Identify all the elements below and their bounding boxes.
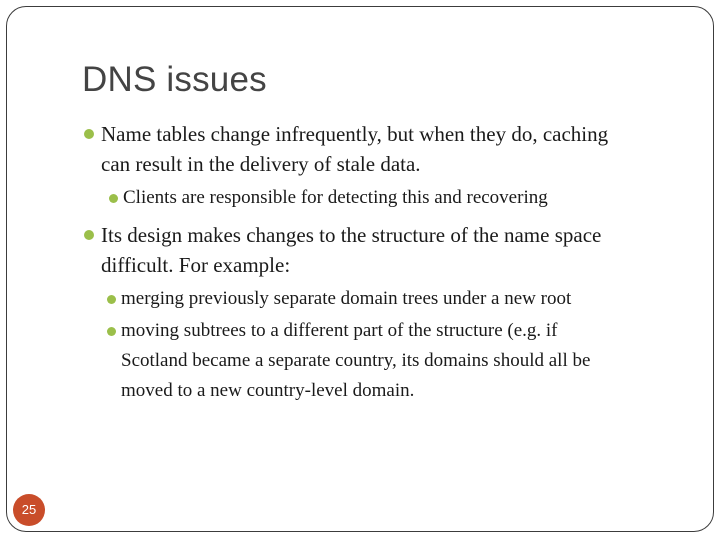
bullet-icon xyxy=(84,129,94,139)
sub-bullet-item xyxy=(121,316,590,406)
bullet-text-line: difficult. For example: xyxy=(101,253,291,277)
sub-bullet-item xyxy=(121,284,571,314)
bullet-icon xyxy=(84,230,94,240)
sub-bullet-text-line: moved to a new country-level domain. xyxy=(121,380,415,401)
sub-bullet-item xyxy=(123,183,548,213)
bullet-icon xyxy=(107,295,116,304)
sub-bullet-text-line: moving subtrees to a different part of the structure (e.g. if xyxy=(121,320,558,341)
page-number-badge: 25 xyxy=(13,494,45,526)
bullet-text-line: can result in the delivery of stale data. xyxy=(101,152,421,176)
bullet-icon xyxy=(109,194,118,203)
bullet-text-line: Its design makes changes to the structure of the name space xyxy=(101,223,602,247)
bullet-icon xyxy=(107,327,116,336)
slide-title: DNS issues xyxy=(82,60,267,99)
bullet-text-line: Name tables change infrequently, but when they do, caching xyxy=(101,122,609,146)
sub-bullet-text-line: Scotland became a separate country, its domains should all be xyxy=(121,350,591,371)
bullet-item xyxy=(101,220,601,280)
sub-bullet-text-line: Clients are responsible for detecting this and recovering xyxy=(123,187,548,208)
sub-bullet-text-line: merging previously separate domain trees under a new root xyxy=(121,288,572,309)
bullet-item xyxy=(101,119,608,179)
